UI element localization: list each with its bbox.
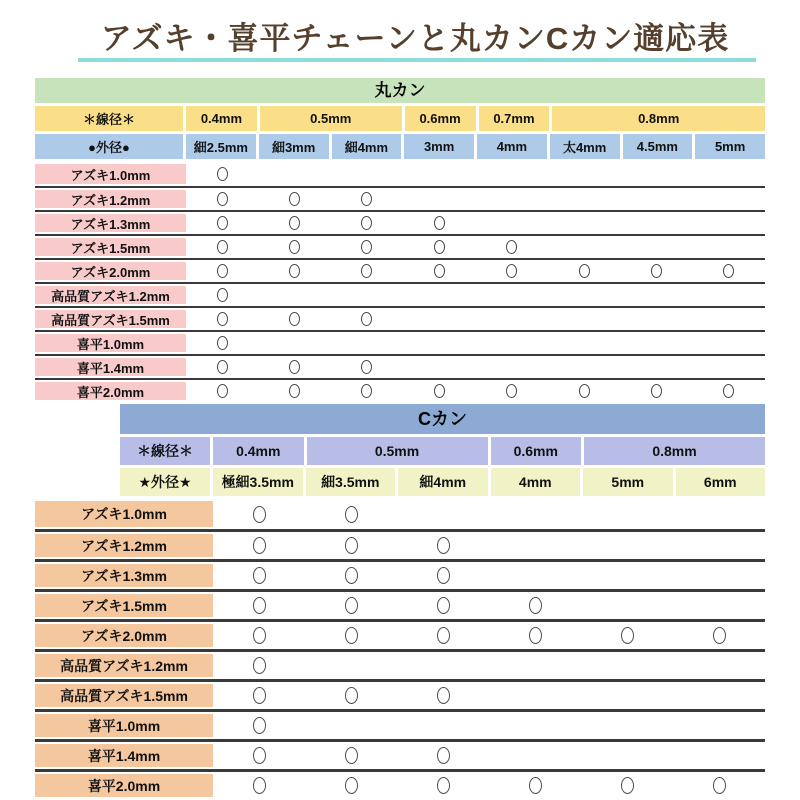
compat-cell [548,380,620,402]
compat-cell [186,212,258,234]
table-row [35,210,765,234]
compat-cell [213,742,305,769]
compat-cell [489,742,581,769]
compatible-circle-mark [345,627,358,644]
chain-type-label: 高品質アズキ1.5mm [35,308,186,330]
compat-cell [403,332,475,354]
compatible-circle-mark [253,687,266,704]
compatible-circle-mark [621,627,634,644]
compatible-circle-mark [217,192,228,206]
compatible-circle-mark [713,627,726,644]
chain-type-label: アズキ2.0mm [35,622,213,649]
compat-cell [305,562,397,589]
compat-cell [403,380,475,402]
compat-cell [305,499,397,529]
compat-cell [305,712,397,739]
compatible-circle-mark [437,597,450,614]
compat-cell [673,712,765,739]
compat-cell [476,308,548,330]
compat-cell [581,499,673,529]
table-row [35,529,765,559]
compatible-circle-mark [289,240,300,254]
compatible-circle-mark [345,777,358,794]
outer-size-cell: 5mm [583,468,676,496]
chain-type-label: アズキ1.2mm [35,188,186,210]
compat-cell [581,562,673,589]
table-row [35,330,765,354]
compat-cell [673,592,765,619]
outer-size-cell: 細3.5mm [306,468,399,496]
ckan-table-title: Cカン [120,404,765,434]
compat-cell [620,236,692,258]
ckan-table [35,404,765,799]
compat-cell [186,162,258,186]
compat-cell [397,682,489,709]
compatible-circle-mark [217,336,228,350]
compatible-circle-mark [217,384,228,398]
compatible-circle-mark [253,657,266,674]
compat-cell [489,682,581,709]
outer-size-cell: 細2.5mm [186,134,259,159]
compatible-circle-mark [361,240,372,254]
chain-type-label: アズキ1.0mm [35,499,213,529]
outer-diameter-label: ●外径● [35,134,186,159]
compatible-circle-mark [437,777,450,794]
chain-type-label: アズキ1.5mm [35,592,213,619]
outer-diameter-label: ★外径★ [120,468,213,496]
compat-cell [397,772,489,799]
ckan-table-body [35,499,765,799]
chain-type-label: 喜平2.0mm [35,772,213,799]
compat-cell [258,236,330,258]
compat-cell [620,380,692,402]
compat-cell [673,622,765,649]
compat-cell [305,592,397,619]
compat-cell [673,682,765,709]
compat-cell [548,356,620,378]
compat-cell [581,592,673,619]
compat-cell [213,772,305,799]
compatible-circle-mark [217,288,228,302]
table-row [35,769,765,799]
compat-cell [186,308,258,330]
compat-cell [403,356,475,378]
wire-size-cell: 0.4mm [186,106,260,131]
compat-cell [476,260,548,282]
compat-cell [620,356,692,378]
compat-cell [693,212,765,234]
compat-cell [258,260,330,282]
compatible-circle-mark [506,240,517,254]
compatible-circle-mark [253,717,266,734]
compat-cell [186,188,258,210]
compat-cell [476,162,548,186]
compat-cell [403,260,475,282]
compat-cell [331,308,403,330]
compat-cell [581,712,673,739]
compat-cell [403,212,475,234]
chain-type-label: アズキ1.3mm [35,212,186,234]
compat-cell [258,284,330,306]
compatible-circle-mark [506,384,517,398]
compatible-circle-mark [361,264,372,278]
compat-cell [476,332,548,354]
compatible-circle-mark [289,264,300,278]
compatible-circle-mark [253,537,266,554]
outer-size-cell: 4mm [491,468,584,496]
compatible-circle-mark [345,537,358,554]
ckan-table-header [120,404,765,496]
compatible-circle-mark [289,192,300,206]
title-underline [78,58,756,62]
chain-type-label: アズキ1.3mm [35,562,213,589]
table-row [35,499,765,529]
compat-cell [403,162,475,186]
compatible-circle-mark [651,384,662,398]
table-row [35,589,765,619]
compatible-circle-mark [723,264,734,278]
compatible-circle-mark [253,597,266,614]
compat-cell [673,562,765,589]
table-row [35,282,765,306]
compat-cell [581,652,673,679]
compat-cell [331,212,403,234]
compatible-circle-mark [345,567,358,584]
compatible-circle-mark [434,240,445,254]
chain-type-label: アズキ2.0mm [35,260,186,282]
wire-size-cell: 0.4mm [213,437,307,465]
compat-cell [213,592,305,619]
compatible-circle-mark [437,627,450,644]
compatible-circle-mark [345,747,358,764]
compatible-circle-mark [437,687,450,704]
table-row [35,186,765,210]
compatible-circle-mark [217,360,228,374]
outer-size-cell: 極細3.5mm [213,468,306,496]
compat-cell [581,682,673,709]
compatible-circle-mark [579,384,590,398]
compatible-circle-mark [361,192,372,206]
compatible-circle-mark [217,240,228,254]
compat-cell [489,562,581,589]
compat-cell [331,284,403,306]
table-row [35,679,765,709]
compat-cell [213,712,305,739]
compat-cell [548,162,620,186]
compat-cell [331,188,403,210]
compat-cell [620,260,692,282]
compatible-circle-mark [361,312,372,326]
outer-size-cell: 6mm [676,468,766,496]
chain-type-label: 高品質アズキ1.2mm [35,284,186,306]
wire-diameter-label: ＊線径＊ [35,106,186,131]
compatible-circle-mark [529,777,542,794]
compatible-circle-mark [345,687,358,704]
compat-cell [186,284,258,306]
compat-cell [397,742,489,769]
compatible-circle-mark [253,567,266,584]
compat-cell [258,356,330,378]
compat-cell [397,652,489,679]
compatible-circle-mark [289,216,300,230]
compat-cell [397,622,489,649]
compat-cell [213,682,305,709]
compat-cell [489,592,581,619]
compat-cell [620,162,692,186]
compat-cell [489,532,581,559]
compatible-circle-mark [529,627,542,644]
compat-cell [403,308,475,330]
compat-cell [331,162,403,186]
compat-cell [548,308,620,330]
compatible-circle-mark [361,384,372,398]
compatible-circle-mark [434,384,445,398]
chain-type-label: アズキ1.5mm [35,236,186,258]
compatible-circle-mark [437,747,450,764]
compat-cell [581,532,673,559]
table-row [35,306,765,330]
compatible-circle-mark [253,747,266,764]
compat-cell [693,284,765,306]
compat-cell [476,188,548,210]
compat-cell [213,532,305,559]
outer-size-cell: 4.5mm [623,134,696,159]
chain-type-label: 喜平1.4mm [35,356,186,378]
table-row [35,378,765,402]
compat-cell [581,772,673,799]
compat-cell [403,236,475,258]
compat-cell [258,212,330,234]
compat-cell [186,332,258,354]
compat-cell [305,652,397,679]
compat-cell [489,712,581,739]
compat-cell [489,652,581,679]
compat-cell [397,712,489,739]
compat-cell [397,562,489,589]
compat-cell [620,212,692,234]
chain-type-label: アズキ1.2mm [35,532,213,559]
compat-cell [693,260,765,282]
wire-size-cell: 0.5mm [307,437,491,465]
chain-type-label: アズキ1.0mm [35,162,186,186]
page-title: アズキ・喜平チェーンと丸カンCカン適応表 [100,21,730,56]
compatible-circle-mark [529,597,542,614]
compatible-circle-mark [289,312,300,326]
chain-type-label: 高品質アズキ1.2mm [35,652,213,679]
compat-cell [476,380,548,402]
compat-cell [397,592,489,619]
compat-cell [403,284,475,306]
compat-cell [673,652,765,679]
compat-cell [305,532,397,559]
compat-cell [186,236,258,258]
wire-diameter-label: ＊線径＊ [120,437,213,465]
compat-cell [489,622,581,649]
compat-cell [213,652,305,679]
table-row [35,162,765,186]
table-row [35,619,765,649]
outer-size-cell: 太4mm [550,134,623,159]
compatible-circle-mark [345,597,358,614]
compat-cell [581,622,673,649]
ckan-outer-diameter-row [120,468,765,496]
compat-cell [213,622,305,649]
compat-cell [673,742,765,769]
compat-cell [305,622,397,649]
compat-cell [258,162,330,186]
chain-type-label: 高品質アズキ1.5mm [35,682,213,709]
compatible-circle-mark [361,216,372,230]
marukan-table-title: 丸カン [35,78,765,103]
marukan-table-body [35,162,765,402]
wire-size-cell: 0.5mm [260,106,405,131]
compat-cell [186,260,258,282]
compatible-circle-mark [434,216,445,230]
marukan-wire-diameter-row [35,106,765,131]
compat-cell [403,188,475,210]
outer-size-cell: 3mm [404,134,477,159]
compat-cell [620,308,692,330]
outer-size-cell: 4mm [477,134,550,159]
compatible-circle-mark [723,384,734,398]
compatible-circle-mark [437,567,450,584]
compatible-circle-mark [579,264,590,278]
table-row [35,234,765,258]
compat-cell [213,499,305,529]
chain-type-label: 喜平1.0mm [35,332,186,354]
compat-cell [186,380,258,402]
wire-size-cell: 0.8mm [552,106,765,131]
table-row [35,354,765,378]
compat-cell [693,188,765,210]
compatible-circle-mark [345,506,358,523]
wire-size-cell: 0.8mm [584,437,765,465]
compat-cell [693,380,765,402]
compat-cell [476,212,548,234]
compat-cell [548,212,620,234]
compatible-circle-mark [621,777,634,794]
compat-cell [186,356,258,378]
compat-cell [331,260,403,282]
compat-cell [331,356,403,378]
compatible-circle-mark [217,312,228,326]
compat-cell [693,308,765,330]
wire-size-cell: 0.6mm [491,437,585,465]
compatible-circle-mark [217,167,228,181]
compat-cell [476,236,548,258]
outer-size-cell: 細3mm [259,134,332,159]
table-row [35,709,765,739]
compat-cell [305,772,397,799]
compat-cell [548,332,620,354]
table-row [35,559,765,589]
compatible-circle-mark [289,360,300,374]
compat-cell [693,236,765,258]
compat-cell [331,380,403,402]
compat-cell [620,332,692,354]
compatible-circle-mark [289,384,300,398]
table-row [35,739,765,769]
compatible-circle-mark [651,264,662,278]
chain-type-label: 喜平2.0mm [35,380,186,402]
compatible-circle-mark [361,360,372,374]
compat-cell [620,284,692,306]
ckan-wire-diameter-row [120,437,765,465]
chain-type-label: 喜平1.4mm [35,742,213,769]
compat-cell [331,332,403,354]
marukan-table [35,78,765,402]
wire-size-cell: 0.7mm [479,106,553,131]
table-row [35,258,765,282]
compat-cell [673,499,765,529]
outer-size-cell: 5mm [695,134,765,159]
compatible-circle-mark [506,264,517,278]
outer-size-cell: 細4mm [398,468,491,496]
compat-cell [258,332,330,354]
outer-size-cell: 細4mm [332,134,405,159]
compatible-circle-mark [217,264,228,278]
compat-cell [548,260,620,282]
marukan-outer-diameter-row [35,134,765,159]
compatible-circle-mark [434,264,445,278]
compatible-circle-mark [217,216,228,230]
compat-cell [673,772,765,799]
compat-cell [693,162,765,186]
compatible-circle-mark [253,627,266,644]
compat-cell [305,742,397,769]
compat-cell [489,772,581,799]
compat-cell [548,188,620,210]
compat-cell [258,308,330,330]
compat-cell [693,332,765,354]
compatible-circle-mark [253,777,266,794]
compat-cell [693,356,765,378]
compat-cell [673,532,765,559]
wire-size-cell: 0.6mm [405,106,479,131]
compat-cell [548,284,620,306]
compat-cell [305,682,397,709]
compat-cell [213,562,305,589]
compat-cell [258,380,330,402]
compat-cell [489,499,581,529]
compatible-circle-mark [253,506,266,523]
compatible-circle-mark [713,777,726,794]
table-row [35,649,765,679]
compat-cell [581,742,673,769]
compat-cell [331,236,403,258]
compat-cell [620,188,692,210]
compat-cell [397,499,489,529]
compat-cell [476,356,548,378]
compat-cell [548,236,620,258]
compat-cell [476,284,548,306]
compat-cell [397,532,489,559]
compatible-circle-mark [437,537,450,554]
chain-type-label: 喜平1.0mm [35,712,213,739]
compat-cell [258,188,330,210]
